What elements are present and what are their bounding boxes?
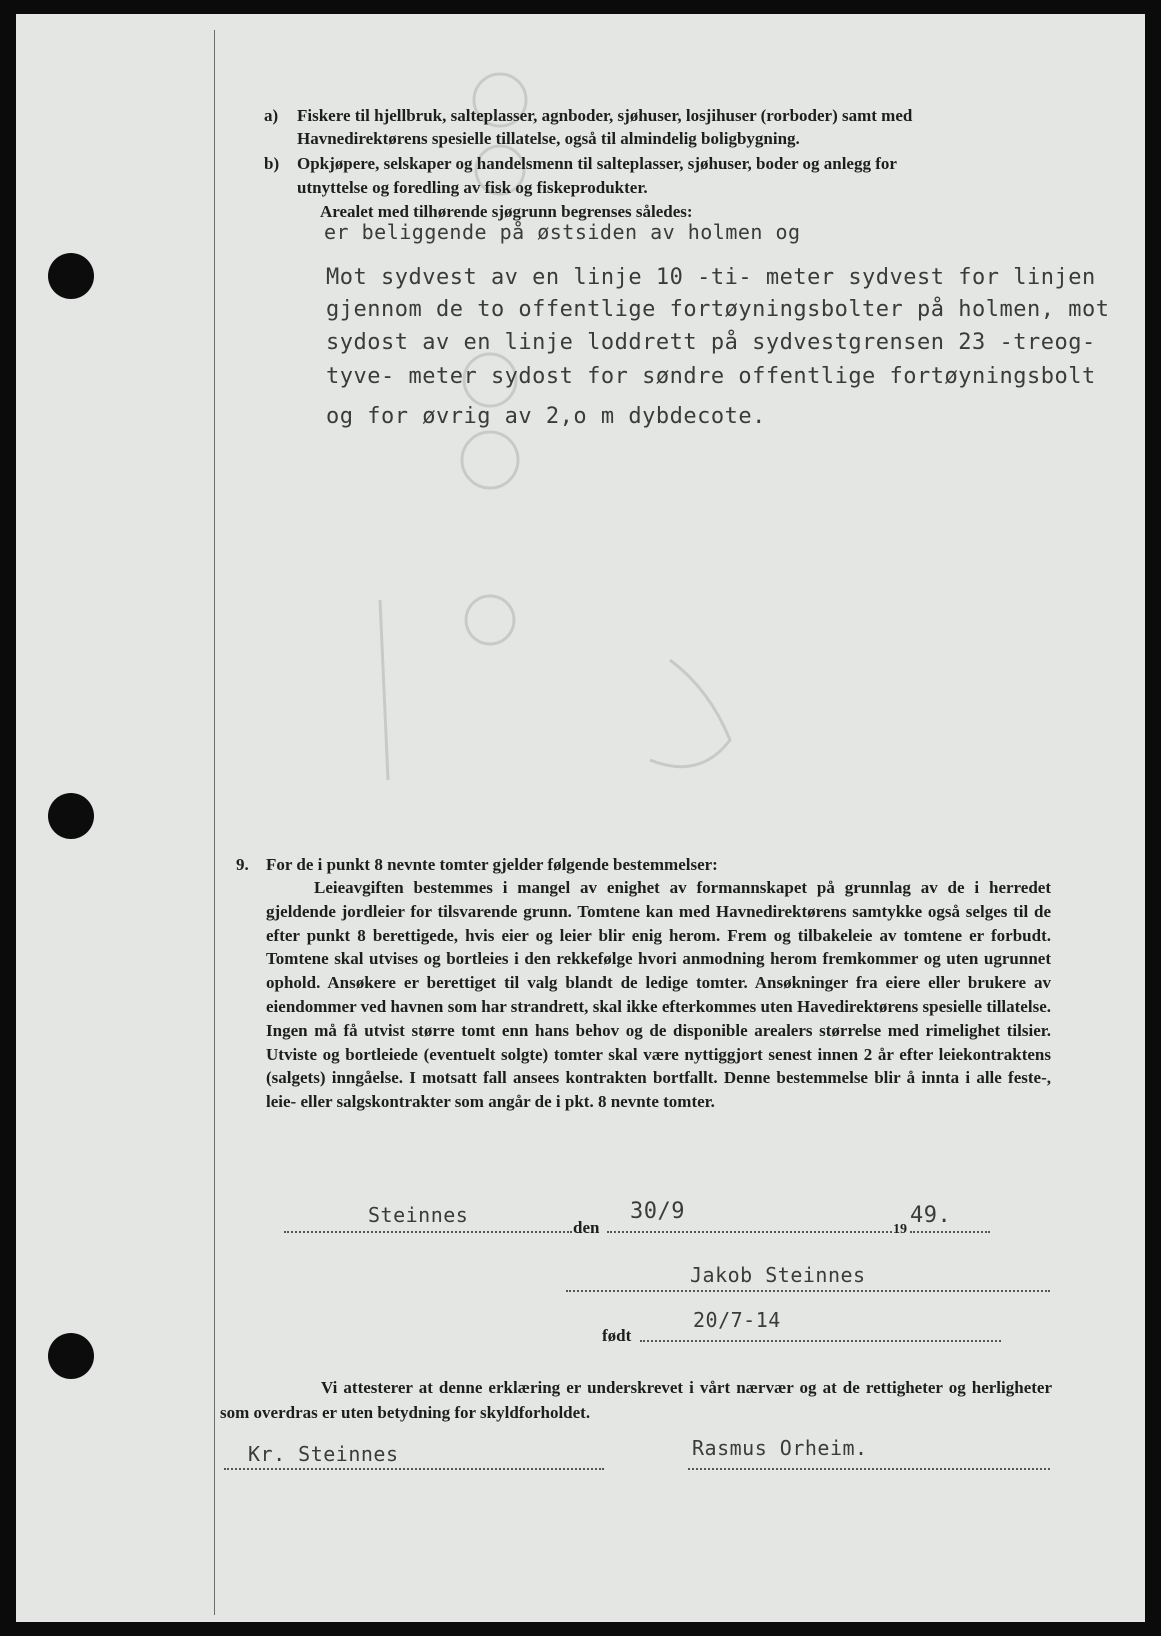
- punch-hole: [48, 253, 94, 299]
- item-b-marker: b): [264, 154, 280, 173]
- signer-dotted-line: [566, 1290, 1050, 1292]
- item-a-marker: a): [264, 106, 279, 125]
- typed-boundary-line: gjennom de to offentlige fortøyningsbolter på holmen, mot: [326, 297, 1110, 322]
- typed-boundary-line: Mot sydvest av en linje 10 -ti- meter sydvest for linjen: [326, 265, 1096, 290]
- typed-location-line: er beliggende på østsiden av holmen og: [324, 220, 801, 244]
- century-label: 19: [893, 1222, 907, 1237]
- area-intro: Arealet med tilhørende sjøgrunn begrenses således:: [320, 202, 693, 221]
- section-heading: For de i punkt 8 nevnte tomter gjelder følgende bestemmelser:: [266, 855, 718, 874]
- den-label: den: [573, 1218, 600, 1237]
- place-typed: Steinnes: [368, 1203, 469, 1227]
- witness-left-dotted-line: [224, 1468, 604, 1470]
- witness-right-dotted-line: [688, 1468, 1050, 1470]
- margin-rule: [214, 30, 215, 1615]
- punch-hole: [48, 1333, 94, 1379]
- item-b-text-line2: utnyttelse og foredling av fisk og fiskeprodukter.: [297, 178, 648, 197]
- year-dotted-line: [910, 1231, 990, 1233]
- attestation-text: Vi attesterer at denne erklæring er underskrevet i vårt nærvær og at de rettigheter og herligheter som overdras er uten betydning for skyldforholdet.: [220, 1378, 1052, 1422]
- item-a-text-line2: Havnedirektørens spesielle tillatelse, også til almindelig boligbygning.: [297, 129, 800, 148]
- witness-left: Kr. Steinnes: [248, 1442, 399, 1466]
- typed-boundary-line: tyve- meter sydost for søndre offentlige fortøyningsbolt: [326, 364, 1096, 389]
- born-label: født: [602, 1326, 632, 1345]
- place-dotted-line: [284, 1231, 572, 1233]
- born-date: 20/7-14: [693, 1308, 781, 1332]
- typed-boundary-line: sydost av en linje loddrett på sydvestgrensen 23 -treog-: [326, 330, 1096, 355]
- year-typed: 49.: [910, 1203, 952, 1228]
- item-a-text-line1: Fiskere til hjellbruk, salteplasser, agnboder, sjøhuser, losjihuser (rorboder) samt med: [297, 106, 913, 125]
- typed-boundary-line: og for øvrig av 2,o m dybdecote.: [326, 404, 766, 429]
- witness-right: Rasmus Orheim.: [692, 1436, 868, 1460]
- born-dotted-line: [640, 1340, 1001, 1342]
- date-dotted-line: [607, 1231, 892, 1233]
- punch-hole: [48, 793, 94, 839]
- item-b-text-line1: Opkjøpere, selskaper og handelsmenn til salteplasser, sjøhuser, boder og anlegg for: [297, 154, 897, 173]
- signer-name: Jakob Steinnes: [690, 1263, 866, 1287]
- section-number: 9.: [236, 855, 249, 874]
- section-body-text: Leieavgiften bestemmes i mangel av enighet av formannskapet på grunnlag av de i herredet gjeldende jordleier for tilsvarende grunn. Tomtene kan med Havnedirektørens samtykke også selges til de efter punkt 8 berettigede, hvis eier og leier blir enig herom. Frem og tilbakeleie av tomtene er forbudt. Tomtene skal utvises og bortleies i den rekkefølge hvori anmodning herom fremkommer og uten ugrunnet ophold. Ansøkere er berettiget til valg blandt de ledige tomter. Ansøkninger fra eiere eller brukere av eiendommer ved havnen som har strandrett, skal ikke efterkommes uten Havedirektørens spesielle tillatelse. Ingen må få utvist større tomt enn hans behov og de disponible arealers størrelse med rimelighet tilsier. Utviste og bortleiede (eventuelt solgte) tomter skal være nyttiggjort senest innen 2 år efter leiekontraktens (salgets) inngåelse. I motsatt fall ansees kontrakten bortfallt. Denne bestemmelse blir å innta i alle feste-, leie- eller salgskontrakter som angår de i pkt. 8 nevnte tomter.: [266, 878, 1051, 1112]
- section-body: [266, 876, 1051, 1114]
- date-typed: 30/9: [630, 1199, 685, 1224]
